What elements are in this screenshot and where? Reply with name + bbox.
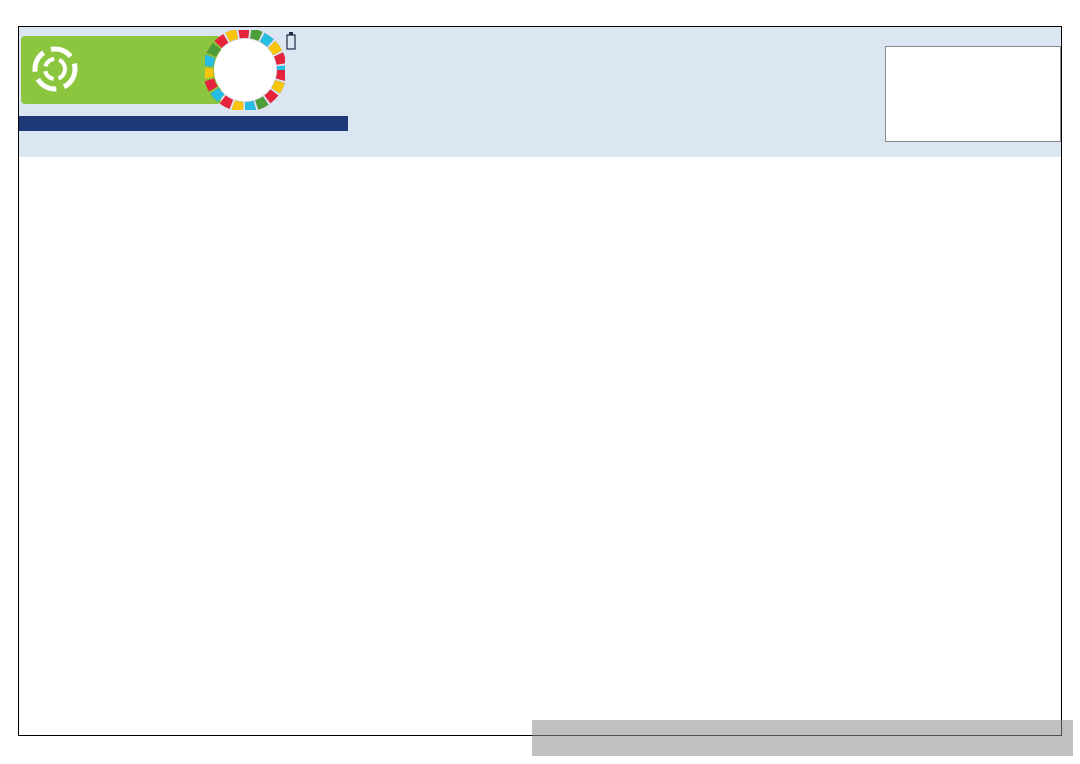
sdg-wheel-icon [205, 30, 285, 110]
department-bar [19, 116, 348, 131]
date-box [885, 46, 1061, 142]
swirl-logo-icon [30, 44, 80, 94]
crest-icon [286, 32, 296, 52]
watermark-band [532, 720, 1073, 756]
